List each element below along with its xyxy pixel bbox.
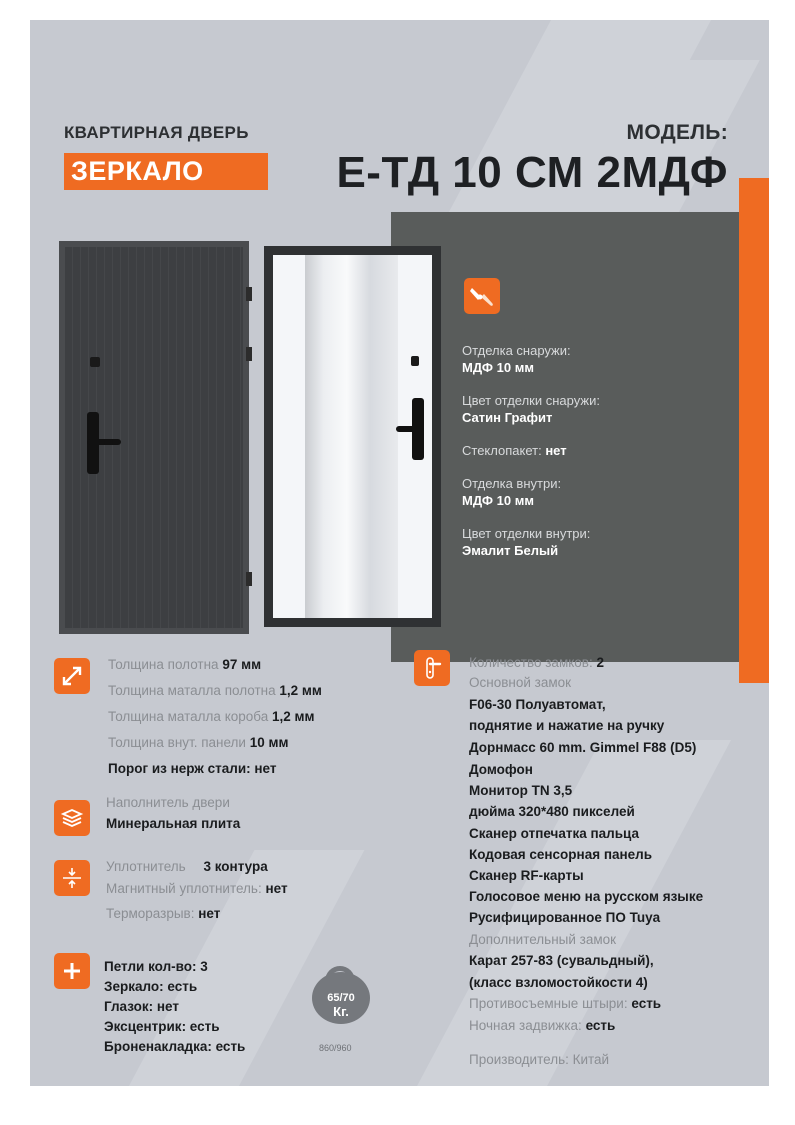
main-lock-line: Сканер отпечатка пальца [469, 826, 640, 841]
spec-inner-finish [462, 475, 732, 509]
spec-label: Толщина полотна [108, 657, 219, 672]
spec-label: Толщина внут. панели [108, 735, 246, 750]
door-size: 860/960 [319, 1043, 352, 1053]
spec-label: Толщина маталла короба [108, 709, 269, 724]
spec-label: Количество замков: [469, 655, 593, 670]
extra-lock-line: Карат 257-83 (сувальдный), [469, 953, 654, 968]
spec-value: 1,2 мм [279, 683, 322, 698]
spec-magnetic-seal [106, 880, 288, 897]
door-exterior-image [64, 246, 244, 629]
main-lock-line: поднятие и нажатие на ручку [469, 718, 665, 733]
brush-icon [464, 278, 500, 314]
spec-value: нет [198, 906, 221, 921]
spec-glass [462, 442, 732, 459]
weight-value: 65/70 [327, 992, 355, 1004]
spec-inner-panel [108, 734, 288, 751]
spec-value: 97 мм [222, 657, 262, 672]
interior-panel [273, 255, 432, 618]
spec-thermal-break [106, 905, 220, 922]
main-lock-line: дюйма 320*480 пикселей [469, 804, 635, 819]
model-label: МОДЕЛЬ: [626, 121, 728, 144]
spec-label: Цвет отделки снаружи: [462, 393, 600, 408]
spec-value: нет [545, 443, 567, 458]
filler-value: Минеральная плита [106, 816, 241, 831]
finish-specs [462, 342, 732, 575]
model-name: Е-ТД 10 СМ 2МДФ [336, 148, 728, 197]
mirror [305, 255, 398, 618]
spec-label: Терморазрыв: [106, 906, 195, 921]
spec-label: Магнитный уплотнитель: [106, 881, 262, 896]
extra-lock-line: (класс взломостойкости 4) [469, 975, 648, 990]
spec-frame-metal [108, 708, 314, 725]
spec-threshold: Порог из нерж стали: нет [108, 761, 277, 776]
door-handle [87, 439, 121, 445]
spec-value: 10 мм [249, 735, 289, 750]
night-latch [469, 1017, 615, 1034]
spec-value: Сатин Графит [462, 410, 553, 425]
spec-value: МДФ 10 мм [462, 493, 534, 508]
locks-count [469, 654, 604, 671]
extra-mirror: Зеркало: есть [104, 979, 198, 994]
hinge [246, 347, 252, 361]
spec-value: Эмалит Белый [462, 543, 559, 558]
main-lock-line: F06-30 Полуавтомат, [469, 697, 606, 712]
extra-lock-label: Дополнительный замок [469, 932, 617, 947]
series-ribbon: ЗЕРКАЛО [64, 153, 268, 190]
accent-bar [739, 178, 769, 683]
spec-label: Толщина маталла полотна [108, 683, 276, 698]
spec-value: 1,2 мм [271, 709, 315, 724]
spec-label: Цвет отделки внутри: [462, 526, 591, 541]
weight-unit: Кг. [333, 1004, 349, 1019]
spec-label: Отделка внутри: [462, 476, 562, 491]
layers-icon [54, 800, 90, 836]
spec-leaf-metal [108, 682, 322, 699]
compress-icon [54, 860, 90, 896]
main-lock-line: Голосовое меню на русском языке [469, 889, 704, 904]
spec-value: нет [265, 881, 288, 896]
extra-eccentric: Эксцентрик: есть [104, 1019, 220, 1034]
spec-outer-finish [462, 342, 732, 376]
spec-label: Стеклопакет: [462, 443, 542, 458]
spec-sheet [30, 20, 769, 1086]
filler-label: Наполнитель двери [106, 795, 230, 810]
spec-label: Уплотнитель [106, 859, 186, 874]
plus-icon [54, 953, 90, 989]
spec-inner-color [462, 525, 732, 559]
door-interior-image [264, 246, 441, 627]
door-handle [396, 426, 424, 432]
anti-removal-pins [469, 995, 661, 1012]
extra-peephole: Глазок: нет [104, 999, 179, 1014]
peephole [411, 356, 419, 366]
extra-armor-plate: Броненакладка: есть [104, 1039, 246, 1054]
spec-label: Отделка снаружи: [462, 343, 571, 358]
spec-label: Ночная задвижка: [469, 1018, 582, 1033]
product-kicker: КВАРТИРНАЯ ДВЕРЬ [64, 123, 249, 142]
main-lock-label: Основной замок [469, 675, 572, 690]
spec-value: есть [585, 1018, 616, 1033]
spec-value: есть [631, 996, 662, 1011]
manufacturer: Производитель: Китай [469, 1052, 610, 1067]
main-lock-line: Дорнмасс 60 mm. Gimmel F88 (D5) [469, 740, 697, 755]
weight-icon [312, 966, 370, 1024]
spec-seal [106, 858, 268, 875]
spec-value: МДФ 10 мм [462, 360, 534, 375]
door-handle-icon [414, 650, 450, 686]
hinge [246, 572, 252, 586]
resize-arrows-icon [54, 658, 90, 694]
spec-value: 2 [596, 655, 604, 670]
main-lock-line: Домофон [469, 762, 533, 777]
spec-value: 3 контура [203, 859, 268, 874]
main-lock-line: Монитор TN 3,5 [469, 783, 573, 798]
spec-label: Противосъемные штыри: [469, 996, 628, 1011]
main-lock-line: Кодовая сенсорная панель [469, 847, 653, 862]
main-lock-line: Русифицированное ПО Tuya [469, 910, 661, 925]
peephole [90, 357, 100, 367]
main-lock-line: Сканер RF-карты [469, 868, 584, 883]
spec-outer-color [462, 392, 732, 426]
hinge [246, 287, 252, 301]
extra-hinges: Петли кол-во: 3 [104, 959, 208, 974]
spec-thickness [108, 656, 261, 673]
